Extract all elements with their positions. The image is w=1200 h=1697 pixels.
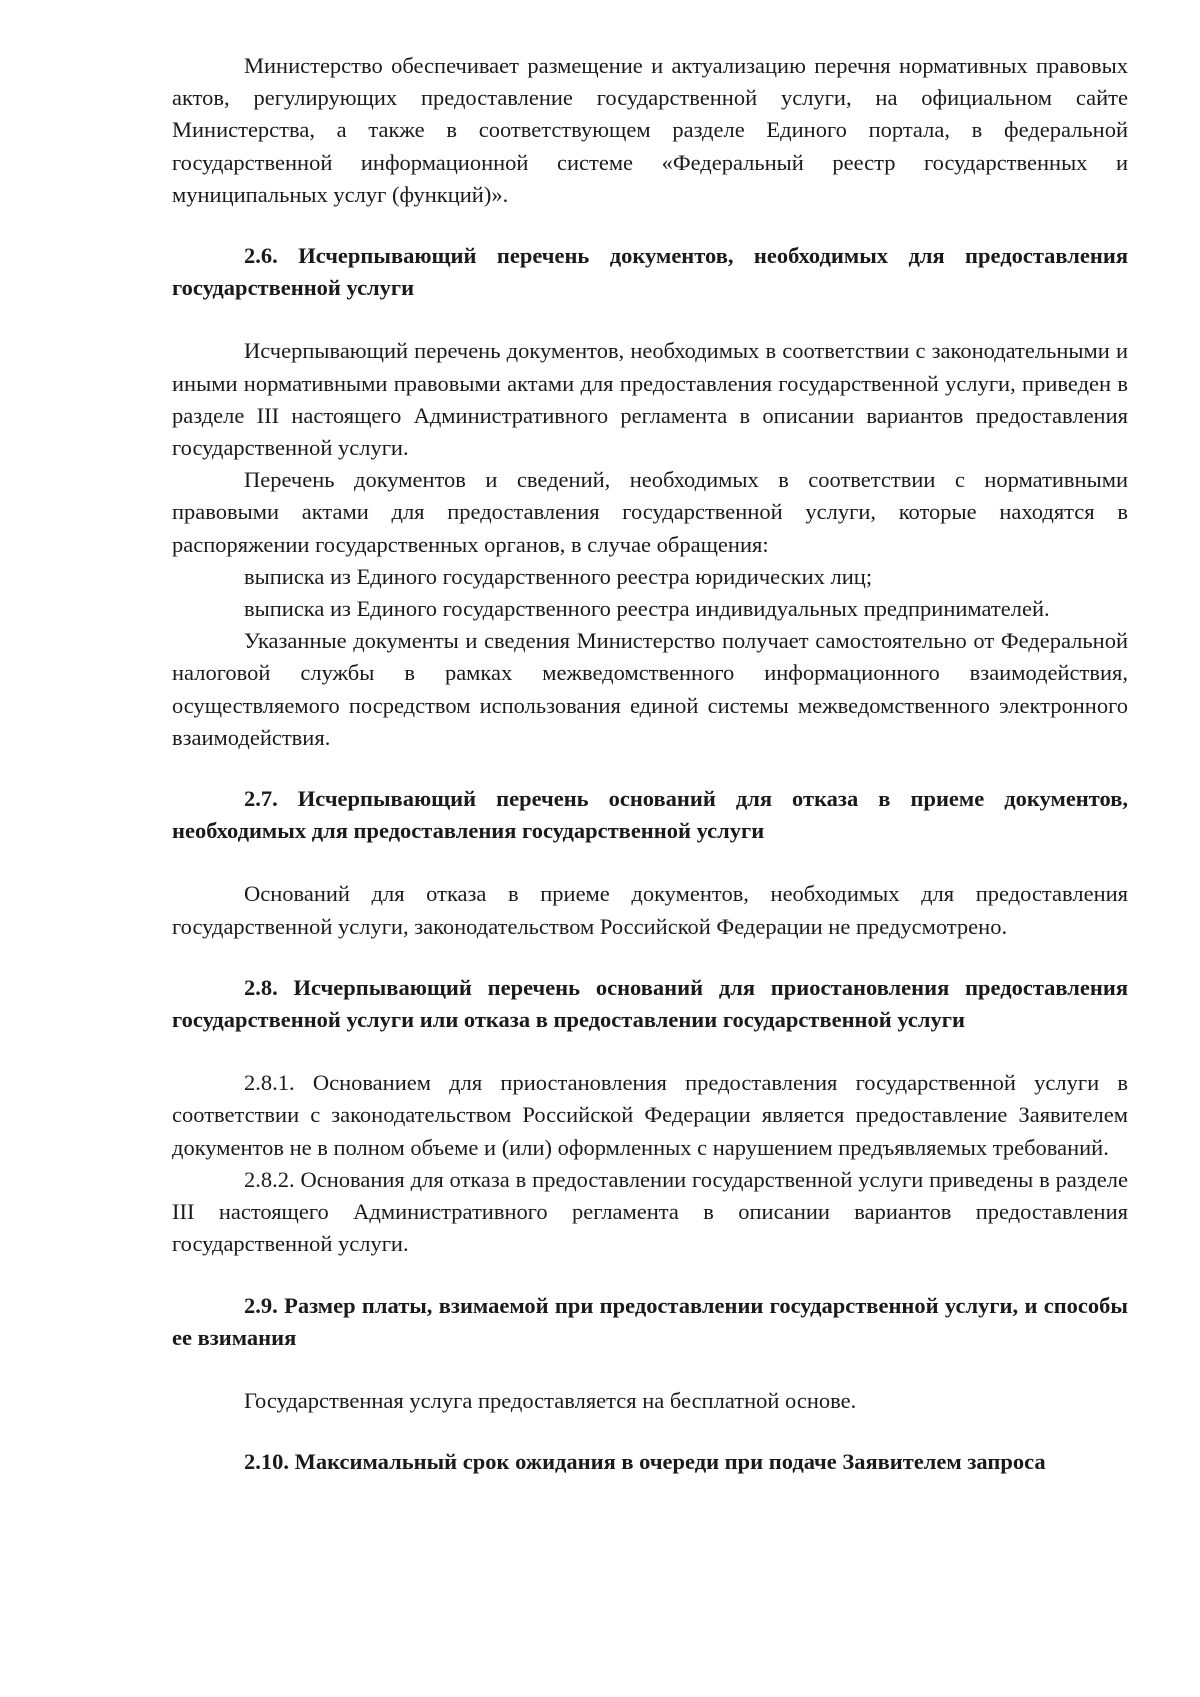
paragraph-2-6-1: Исчерпывающий перечень документов, необходимых в соответствии с законодательными и иными нормативными правовыми актами для предоставления государственной услуги, приведен в разделе III настоящего Административного регламента в описании вариантов предоставления государственной услуги. <box>172 338 1128 461</box>
heading-2-10: 2.10. Максимальный срок ожидания в очереди при подаче Заявителем запроса <box>244 1449 1046 1475</box>
heading-2-7: 2.7. Исчерпывающий перечень оснований для отказа в приеме документов, необходимых для предоставления государственной услуги <box>172 786 1128 844</box>
paragraph-2-6-2: Перечень документов и сведений, необходимых в соответствии с нормативными правовыми актами для предоставления государственной услуги, которые находятся в распоряжении государственных органов, в случае обращения: <box>172 467 1128 557</box>
heading-2-9: 2.9. Размер платы, взимаемой при предоставлении государственной услуги, и способы ее взимания <box>172 1292 1128 1350</box>
paragraph-2-9-1: Государственная услуга предоставляется на бесплатной основе. <box>244 1387 857 1413</box>
paragraph-2-7-1: Оснований для отказа в приеме документов, необходимых для предоставления государственной услуги, законодательством Российской Федерации не предусмотрено. <box>172 881 1128 939</box>
heading-2-8: 2.8. Исчерпывающий перечень оснований для приостановления предоставления государственной услуги или отказа в предоставлении государственной услуги <box>172 974 1128 1033</box>
document-page <box>172 50 1128 1478</box>
paragraph-intro: Министерство обеспечивает размещение и актуализацию перечня нормативных правовых актов, регулирующих предоставление государственной услуги, на официальном сайте Министерства, а также в соответствующем разделе Единого портала, в федеральной государственной информационной системе «Федеральный реестр государственных и муниципальных услуг (функций)». <box>172 53 1128 207</box>
heading-2-6: 2.6. Исчерпывающий перечень документов, необходимых для предоставления государственной услуги <box>172 243 1128 301</box>
paragraph-2-6-5: Указанные документы и сведения Министерство получает самостоятельно от Федеральной налоговой службы в рамках межведомственного информационного взаимодействия, осуществляемого посредством использования единой системы межведомственного электронного взаимодействия. <box>172 628 1128 750</box>
paragraph-2-8-2: 2.8.2. Основания для отказа в предоставлении государственной услуги приведены в разделе III настоящего Административного регламента в описании вариантов предоставления государственной услуги. <box>172 1166 1128 1257</box>
paragraph-2-6-3: выписка из Единого государственного реестра юридических лиц; <box>244 563 873 589</box>
paragraph-2-6-4: выписка из Единого государственного реестра индивидуальных предпринимателей. <box>244 596 1050 622</box>
paragraph-2-8-1: 2.8.1. Основанием для приостановления предоставления государственной услуги в соответствии с законодательством Российской Федерации является предоставление Заявителем документов не в полном объеме и (или) оформленных с нарушением предъявляемых требований. <box>172 1070 1128 1160</box>
